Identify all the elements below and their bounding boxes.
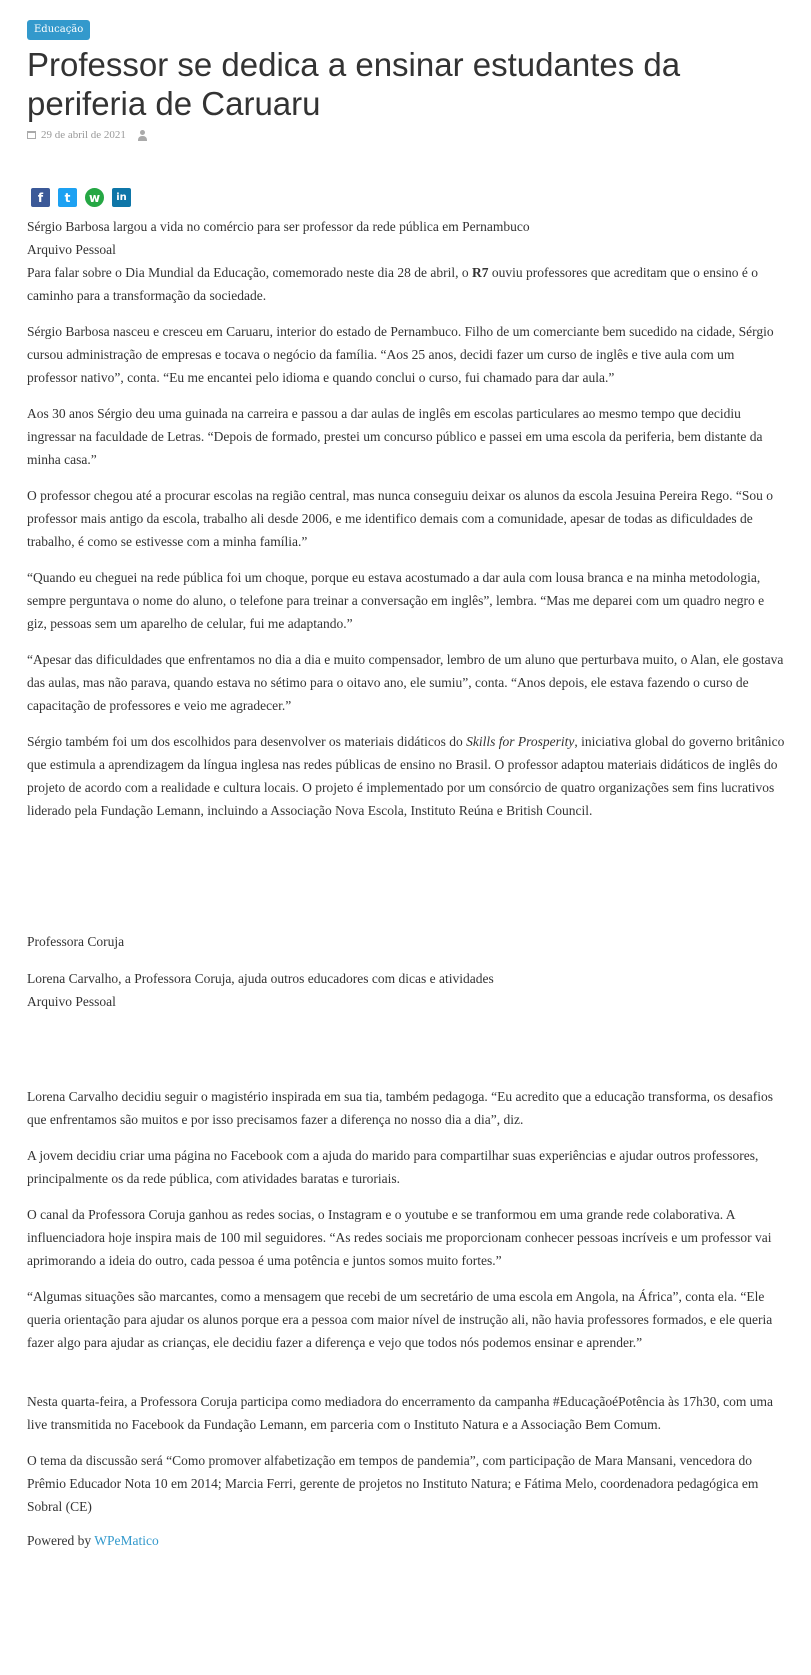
powered-by-label: Powered by <box>27 1533 95 1548</box>
program-name: Skills for Prosperity <box>466 734 575 749</box>
linkedin-share-icon[interactable]: in <box>112 188 131 207</box>
twitter-share-icon[interactable]: t <box>58 188 77 207</box>
section-subhead: Professora Coruja <box>27 934 125 949</box>
paragraph <box>27 730 787 822</box>
text-run: ouviu professores que acreditam que o ensino é o caminho para a transformação da sociedade. <box>27 265 759 303</box>
text-run: Sérgio também foi um dos escolhidos para desenvolver os materiais didáticos do <box>27 734 467 749</box>
source-name: R7 <box>471 265 489 280</box>
paragraph: O tema da discussão será “Como promover alfabetização em tempos de pandemia”, com participação de Mara Mansani, vencedora do Prêmio Educador Nota 10 em 2014; Marcia Ferri, gerente de projetos no Instituto Natura; e Fátima Melo, coordenadora pedagógica em Sobral (CE) <box>27 1453 759 1514</box>
powered-by <box>27 1529 787 1552</box>
paragraph: Sérgio Barbosa nasceu e cresceu em Caruaru, interior do estado de Pernambuco. Filho de um comerciante bem sucedido na cidade, Sérgio cursou administração de empresas e tocava o negócio da família. “Aos 25 anos, decidi fazer um curso de inglês e tive aula com um professor nativo”, conta. “Eu me encantei pelo idioma e quando conclui o curso, fui chamado para dar aula.” <box>27 324 774 385</box>
text-run: , iniciativa global do governo britânico que estimula a aprendizagem da língua inglesa nas redes públicas de ensino no Brasil. O professor adaptou materiais didáticos de inglês do projeto de acordo com a realidade e cultura locais. O projeto é implementado por um consórcio de quatro organizações sem fins lucrativos liderado pela Fundação Lemann, incluindo a Associação Nova Escola, Instituto Reúna e British Council. <box>27 734 785 818</box>
category-badge[interactable]: Educação <box>27 20 90 40</box>
image-credit: Arquivo Pessoal <box>27 994 116 1009</box>
paragraph: “Algumas situações são marcantes, como a mensagem que recebi de um secretário de uma escola em Angola, na África”, conta ela. “Ele queria orientação para ajudar os alunos porque era a pessoa com maior nível de instrução ali, não havia professores formados, e ele queria fazer algo para ajudar as crianças, ele decidiu fazer a diferença e vejo que todos nós podemos ensinar e aprender.” <box>27 1289 773 1350</box>
paragraph: A jovem decidiu criar uma página no Facebook com a ajuda do marido para compartilhar suas experiências e ajudar outros professores, principalmente os da rede pública, com atividades baratas e turoriais. <box>27 1148 759 1186</box>
paragraph: O professor chegou até a procurar escolas na região central, mas nunca conseguiu deixar os alunos da escola Jesuina Pereira Rego. “Sou o professor mais antigo da escola, trabalho ali desde 2006, e me identifico demais com a comunidade, apesar de todas as dificuldades de trabalho, é como se estivesse com a minha família.” <box>27 488 773 549</box>
paragraph: Lorena Carvalho decidiu seguir o magistério inspirada em sua tia, também pedagoga. “Eu acredito que a educação transforma, os desafios que enfrentamos são muitos e por isso precisamos fazer a diferença no nosso dia a dia”, diz. <box>27 1089 773 1127</box>
whatsapp-share-icon[interactable]: w <box>85 188 104 207</box>
post-date: 29 de abril de 2021 <box>41 129 126 141</box>
image-caption: Sérgio Barbosa largou a vida no comércio para ser professor da rede pública em Pernambuco <box>27 219 530 234</box>
paragraph: “Apesar das dificuldades que enfrentamos no dia a dia e muito compensador, lembro de um aluno que perturbava muito, o Alan, ele gostava das aulas, mas não parava, quando estava no sétimo para o oitavo ano, ele sumiu”, conta. “Anos depois, ele estava fazendo o curso de capacitação de professores e veio me agradecer.” <box>27 652 784 713</box>
paragraph <box>27 261 787 307</box>
facebook-share-icon[interactable]: f <box>31 188 50 207</box>
image-credit: Arquivo Pessoal <box>27 242 116 257</box>
text-run: Para falar sobre o Dia Mundial da Educação, comemorado neste dia 28 de abril, o <box>27 265 472 280</box>
paragraph: Nesta quarta-feira, a Professora Coruja participa como mediadora do encerramento da campanha #EducaçãoéPotência às 17h30, com uma live transmitida no Facebook da Fundação Lemann, em parceria com o Instituto Natura e a Associação Bem Comum. <box>27 1394 773 1432</box>
paragraph: Aos 30 anos Sérgio deu uma guinada na carreira e passou a dar aulas de inglês em escolas particulares ao mesmo tempo que decidiu ingressar na faculdade de Letras. “Depois de formado, prestei um concurso público e passei em uma escola da periferia, bem distante da minha casa.” <box>27 406 763 467</box>
calendar-icon <box>27 131 36 139</box>
wpematico-link[interactable]: WPeMatico <box>94 1533 159 1548</box>
user-icon[interactable] <box>138 130 148 141</box>
paragraph: O canal da Professora Coruja ganhou as redes socias, o Instagram e o youtube e se tranformou em uma grande rede colaborativa. A influenciadora hoje inspira mais de 100 mil seguidores. “As redes sociais me proporcionam conhecer pessoas incríveis e um professor vai aprimorando a ideia do outro, cada pessoa é uma potência e juntos somos muito fortes.” <box>27 1207 772 1268</box>
image-caption: Lorena Carvalho, a Professora Coruja, ajuda outros educadores com dicas e atividades <box>27 971 494 986</box>
article-title: Professor se dedica a ensinar estudantes da periferia de Caruaru <box>27 46 681 122</box>
share-bar <box>31 188 131 207</box>
paragraph: “Quando eu cheguei na rede pública foi um choque, porque eu estava acostumado a dar aula com lousa branca e na minha metodologia, sempre perguntava o nome do aluno, o telefone para treinar a conversação em inglês”, lembra. “Mas me deparei com um quadro negro e giz, pessoas sem um aparelho de celular, fui me adaptando.” <box>27 570 765 631</box>
post-meta <box>27 128 148 142</box>
